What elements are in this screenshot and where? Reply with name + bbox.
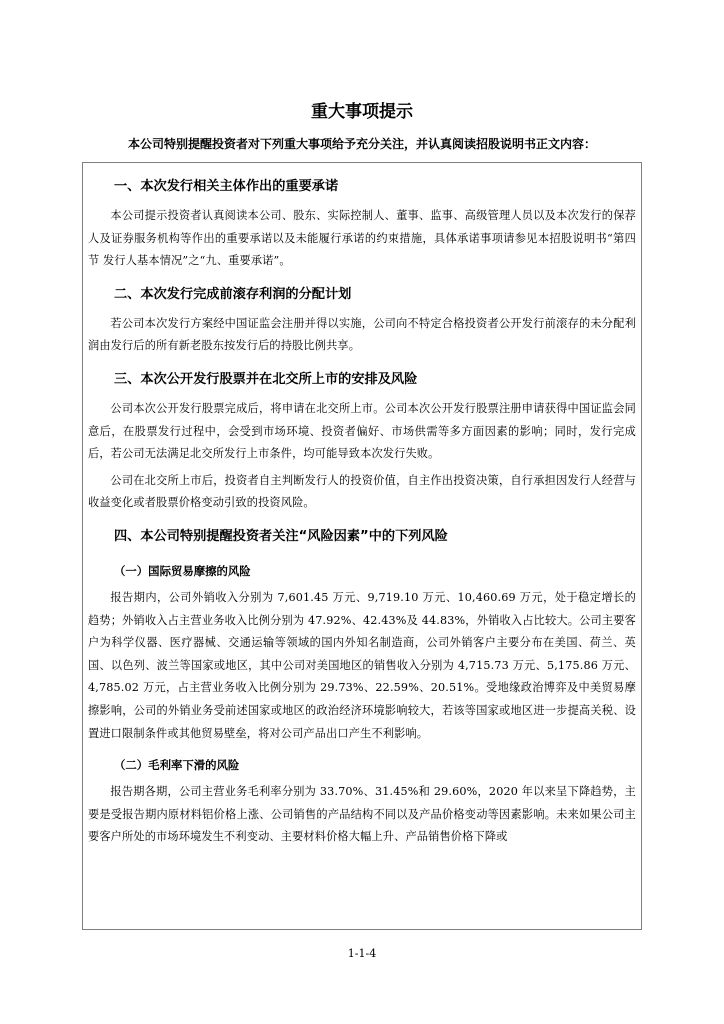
- page-title: 重大事项提示: [311, 102, 413, 122]
- section-heading-2: 二、本次发行完成前滚存利润的分配计划: [114, 286, 352, 302]
- section-2-paragraph-1: 若公司本次发行方案经中国证监会注册并得以实施，公司向不特定合格投资者公开发行前滚存的未分配利润由发行后的所有新老股东按发行后的持股比例共享。: [88, 316, 636, 353]
- subsection-4-1-paragraph-1: 报告期内，公司外销收入分别为 7,601.45 万元、9,719.10 万元、10,460.69 万元，处于稳定增长的趋势；外销收入占主营业务收入比例分别为 47.92%、42.43%及 44.83%，外销收入占比较大。公司主要客户为科学仪器、医疗器械、交通运输等领域的国内外知名制造商，公司外销客户主要分布在美国、荷兰、英国、以色列、波兰等国家或地区，其中公司对美国地区的销售收入分别为 4,715.73 万元、5,175.86 万元、4,785.02 万元，占主营业务收入比例分别为 29.73%、22.59%、20.51%。受地缘政治博弈及中美贸易摩擦影响，公司的外销业务受前述国家或地区的政治经济环境影响较大，若该等国家或地区进一步提高关税、设置进口限制条件或其他贸易壁垒，将对公司产品出口产生不利影响。: [88, 590, 636, 740]
- section-3-paragraph-2: 公司在北交所上市后，投资者自主判断发行人的投资价值，自主作出投资决策，自行承担因发行人经营与收益变化或者股票价格变动引致的投资风险。: [88, 473, 636, 510]
- section-1-paragraph-1: 本公司提示投资者认真阅读本公司、股东、实际控制人、董事、监事、高级管理人员以及本次发行的保荐人及证券服务机构等作出的重要承诺以及未能履行承诺的约束措施，具体承诺事项请参见本招股说明书“第四节 发行人基本情况”之“九、重要承诺”。: [88, 209, 636, 268]
- content-box: [82, 162, 642, 930]
- notice-text: 本公司特别提醒投资者对下列重大事项给予充分关注，并认真阅读招股说明书正文内容：: [127, 137, 596, 151]
- page-number: 1-1-4: [347, 947, 377, 960]
- section-3-paragraph-1: 公司本次公开发行股票完成后，将申请在北交所上市。公司本次公开发行股票注册申请获得中国证监会同意后，在股票发行过程中，会受到市场环境、投资者偏好、市场供需等多方面因素的影响；同时，发行完成后，若公司无法满足北交所发行上市条件，均可能导致本次发行失败。: [88, 401, 636, 461]
- section-heading-3: 三、本次公开发行股票并在北交所上市的安排及风险: [114, 371, 418, 387]
- subsection-heading-4-1: （一）国际贸易摩擦的风险: [114, 563, 251, 578]
- section-heading-1: 一、本次发行相关主体作出的重要承诺: [114, 179, 339, 194]
- content-body: [88, 169, 636, 853]
- subsection-4-2-paragraph-1: 报告期各期，公司主营业务毛利率分别为 33.70%、31.45%和 29.60%，2020 年以来呈下降趋势，主要是受报告期内原材料铝价格上涨、公司销售的产品结构不同以及产品价格变动等因素影响。未来如果公司主要客户所处的市场环境发生不利变动、主要材料价格大幅上升、产品销售价格下降或: [88, 785, 636, 844]
- section-heading-4: 四、本公司特别提醒投资者关注“风险因素”中的下列风险: [114, 528, 448, 544]
- subsection-heading-4-2: （二）毛利率下滑的风险: [114, 758, 240, 773]
